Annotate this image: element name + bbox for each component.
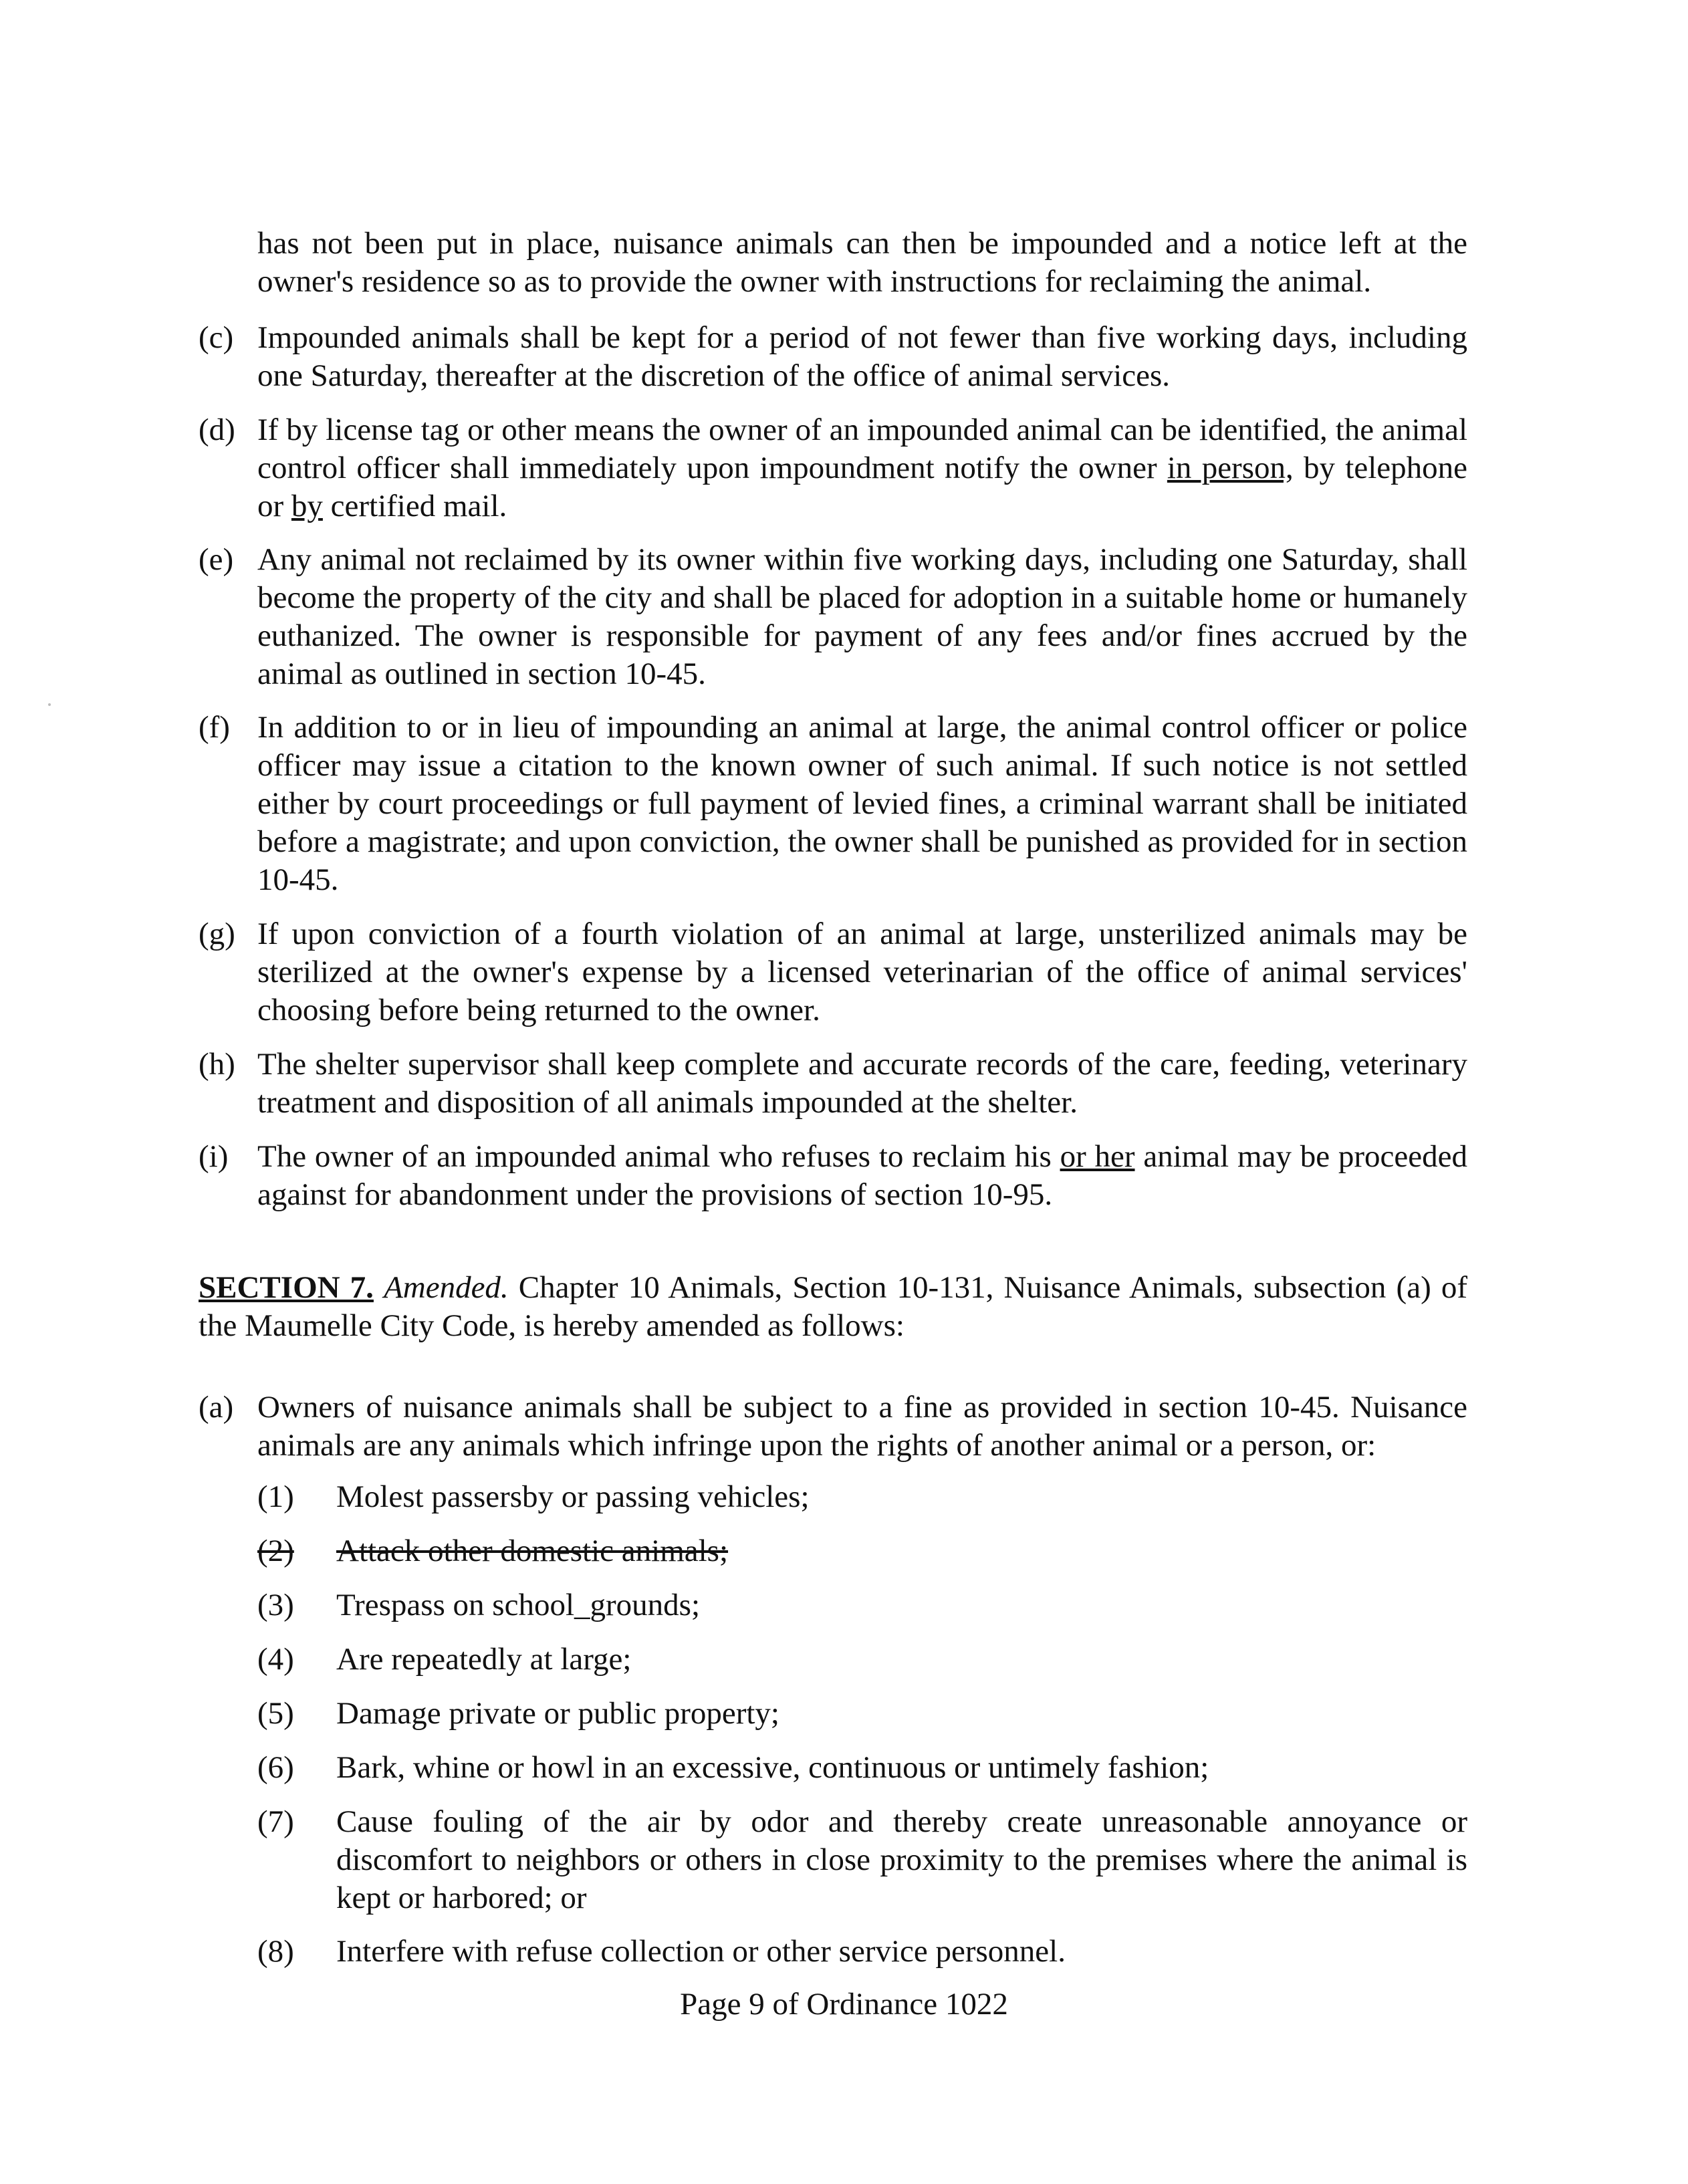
item-label: (c) <box>199 320 234 355</box>
item-label: (e) <box>199 542 234 577</box>
underlined-insertion: in person, <box>1167 451 1294 485</box>
sub-item-label: (5) <box>257 1696 294 1731</box>
sub-item-label: (7) <box>257 1804 294 1839</box>
sub-item-6 <box>257 1749 1467 1787</box>
section-text: Chapter 10 Animals, Section 10-131, Nuisance Animals, subsection (a) of the Maumelle City Code, is hereby amended as follows: <box>199 1270 1467 1343</box>
list-item-e <box>199 541 1467 693</box>
sub-item-text: Are repeatedly at large; <box>336 1642 632 1677</box>
item-text-part: by telephone or <box>257 451 1468 523</box>
sub-item-4 <box>257 1641 1467 1679</box>
item-label: (g) <box>199 917 235 951</box>
item-label: (d) <box>199 412 235 447</box>
item-text-part: The owner of an impounded animal who refuses to reclaim his <box>257 1139 1060 1174</box>
sub-item-3 <box>257 1586 1467 1624</box>
sub-item-2-deleted <box>257 1532 1467 1570</box>
sub-item-7 <box>257 1803 1467 1917</box>
item-text <box>257 1138 1467 1214</box>
sub-item-8 <box>257 1933 1467 1971</box>
sub-item-text: Interfere with refuse collection or other service personnel. <box>336 1934 1066 1969</box>
sub-item-1 <box>257 1478 1467 1516</box>
underlined-insertion: by <box>291 489 323 523</box>
sub-item-label: (2) <box>257 1534 294 1568</box>
section-title: SECTION 7. <box>199 1270 374 1305</box>
amended-label: Amended. <box>384 1270 509 1305</box>
item-label: (f) <box>199 710 230 745</box>
sub-item-text: Attack other domestic animals; <box>336 1534 729 1568</box>
item-text: Owners of nuisance animals shall be subject to a fine as provided in section 10-45. Nuisance animals are any animals which infringe upon the rights of another animal or a person, or: <box>257 1390 1467 1463</box>
item-text: The shelter supervisor shall keep complete and accurate records of the care, feeding, veterinary treatment and disposition of all animals impounded at the shelter. <box>257 1047 1467 1120</box>
item-text: Impounded animals shall be kept for a period of not fewer than five working days, including one Saturday, thereafter at the discretion of the office of animal services. <box>257 320 1467 393</box>
list-item-f <box>199 709 1467 899</box>
sub-item-text: Damage private or public property; <box>336 1696 779 1731</box>
continuation-paragraph: has not been put in place, nuisance animals can then be impounded and a notice left at the owner's residence so as to provide the owner with instructions for reclaiming the animal. <box>257 226 1467 299</box>
sub-item-text: Bark, whine or howl in an excessive, continuous or untimely fashion; <box>336 1750 1209 1785</box>
sub-item-text: Molest passersby or passing vehicles; <box>336 1479 810 1514</box>
list-item-i <box>199 1138 1467 1214</box>
item-label: (i) <box>199 1139 229 1174</box>
item-text-part: certified mail. <box>322 489 507 523</box>
list-item-h <box>199 1046 1467 1122</box>
item-text: If upon conviction of a fourth violation of an animal at large, unsterilized animals may be sterilized at the owner's expense by a licensed veterinarian of the office of animal services' choosing before being returned to the owner. <box>257 917 1467 1027</box>
item-text-part: If by license tag or other means the owner of an impounded animal can be identified, the animal control officer shall immediately upon impoundment notify the owner <box>257 412 1467 485</box>
item-text: Any animal not reclaimed by its owner within five working days, including one Saturday, shall become the property of the city and shall be placed for adoption in a suitable home or humanely euthanized. The owner is responsible for payment of any fees and/or fines accrued by the animal as outlined in section 10-45. <box>257 542 1467 691</box>
list-item-a <box>199 1388 1467 1465</box>
underlined-insertion: or her <box>1060 1139 1135 1174</box>
sub-item-label: (3) <box>257 1588 294 1622</box>
item-text: In addition to or in lieu of impounding an animal at large, the animal control officer or police officer may issue a citation to the known owner of such animal. If such notice is not settled either by court proceedings or full payment of levied fines, a criminal warrant shall be initiated before a magistrate; and upon conviction, the owner shall be punished as provided for in section 10-45. <box>257 710 1467 897</box>
sub-item-text: Trespass on school_grounds; <box>336 1588 701 1622</box>
list-item-c <box>199 319 1467 395</box>
sub-item-label: (6) <box>257 1750 294 1785</box>
item-text-part: animal may be proceeded against for abandonment under the provisions of section 10-95. <box>257 1139 1467 1212</box>
item-label: (a) <box>199 1390 234 1425</box>
sub-item-5 <box>257 1695 1467 1733</box>
sub-item-label: (1) <box>257 1479 294 1514</box>
list-item-d <box>199 411 1467 525</box>
sub-item-label: (8) <box>257 1934 294 1969</box>
item-label: (h) <box>199 1047 235 1082</box>
sub-item-label: (4) <box>257 1642 294 1677</box>
scan-speck <box>48 703 51 706</box>
sub-item-text: Cause fouling of the air by odor and thereby create unreasonable annoyance or discomfort to neighbors or others in close proximity to the premises where the animal is kept or harbored; or <box>336 1804 1467 1915</box>
section-7-paragraph <box>199 1269 1467 1345</box>
item-text <box>257 411 1467 525</box>
page-footer: Page 9 of Ordinance 1022 <box>680 1987 1008 2022</box>
list-item-g <box>199 915 1467 1029</box>
